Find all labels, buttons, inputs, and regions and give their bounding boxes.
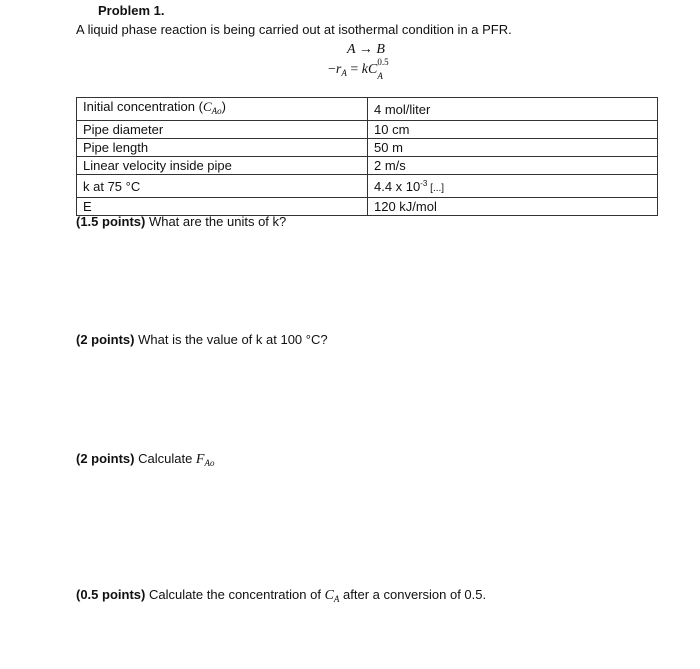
problem-statement: A liquid phase reaction is being carried out at isothermal condition in a PFR. [76, 22, 512, 37]
param-value-cell [368, 175, 658, 198]
param-label-cell: E [77, 198, 368, 216]
question-4 [76, 587, 486, 604]
param-value-exponent: -3 [420, 179, 428, 188]
param-value-cell: 2 m/s [368, 157, 658, 175]
question-text: Calculate [134, 451, 196, 466]
rate-exponent: 0.5 [377, 57, 389, 67]
equals-sign: = [350, 62, 359, 77]
table-row [77, 121, 658, 139]
param-label-cell: Pipe diameter [77, 121, 368, 139]
param-label-cell: k at 75 °C [77, 175, 368, 198]
question-variable: $C_A$ [324, 588, 340, 604]
rate-symbol: r [335, 62, 342, 77]
rate-minus-sign: − [328, 62, 336, 77]
problem-title: Problem 1. [98, 3, 165, 18]
question-variable: $F_{Ao}$ [195, 452, 215, 468]
param-label-cell: Pipe length [77, 139, 368, 157]
question-text-after: after a conversion of 0.5. [339, 587, 487, 602]
table-row [77, 98, 658, 121]
question-text: What is the value of k at 100 °C? [134, 332, 328, 347]
question-3 [76, 451, 214, 468]
param-value-cell: 4 mol/liter [368, 98, 658, 121]
param-label-cell [77, 98, 368, 121]
table-row [77, 175, 658, 198]
param-label: Initial concentration ( [83, 99, 203, 114]
concentration-symbol: C [367, 62, 378, 77]
reaction-equation [347, 42, 385, 58]
param-value-base: 4.4 x 10 [374, 179, 421, 194]
rate-law-equation [328, 57, 393, 81]
param-value-cell: 120 kJ/mol [368, 198, 658, 216]
table-row [77, 157, 658, 175]
param-label-cell: Linear velocity inside pipe [77, 157, 368, 175]
question-text: What are the units of k? [145, 214, 287, 229]
question-1 [76, 214, 286, 229]
question-points: (1.5 points) [76, 214, 146, 229]
question-points: (2 points) [76, 332, 135, 347]
question-text: Calculate the concentration of [145, 587, 325, 602]
concentration-subscript: A [377, 71, 383, 81]
param-value-cell: 10 cm [368, 121, 658, 139]
product-symbol: B [376, 42, 385, 57]
param-value-units: [...] [427, 183, 445, 194]
rate-subscript: A [341, 68, 347, 78]
question-points: (2 points) [76, 451, 135, 466]
parameters-table [76, 97, 658, 216]
reactant-symbol: A [347, 42, 356, 57]
param-value-cell: 50 m [368, 139, 658, 157]
param-label-end: ) [221, 99, 226, 114]
table-row [77, 139, 658, 157]
question-points: (0.5 points) [76, 587, 146, 602]
param-label-variable: $C_{Ao}$ [202, 99, 222, 116]
table-row [77, 198, 658, 216]
rate-constant-symbol: k [361, 62, 368, 77]
question-2 [76, 332, 328, 347]
reaction-arrow: → [358, 42, 373, 57]
